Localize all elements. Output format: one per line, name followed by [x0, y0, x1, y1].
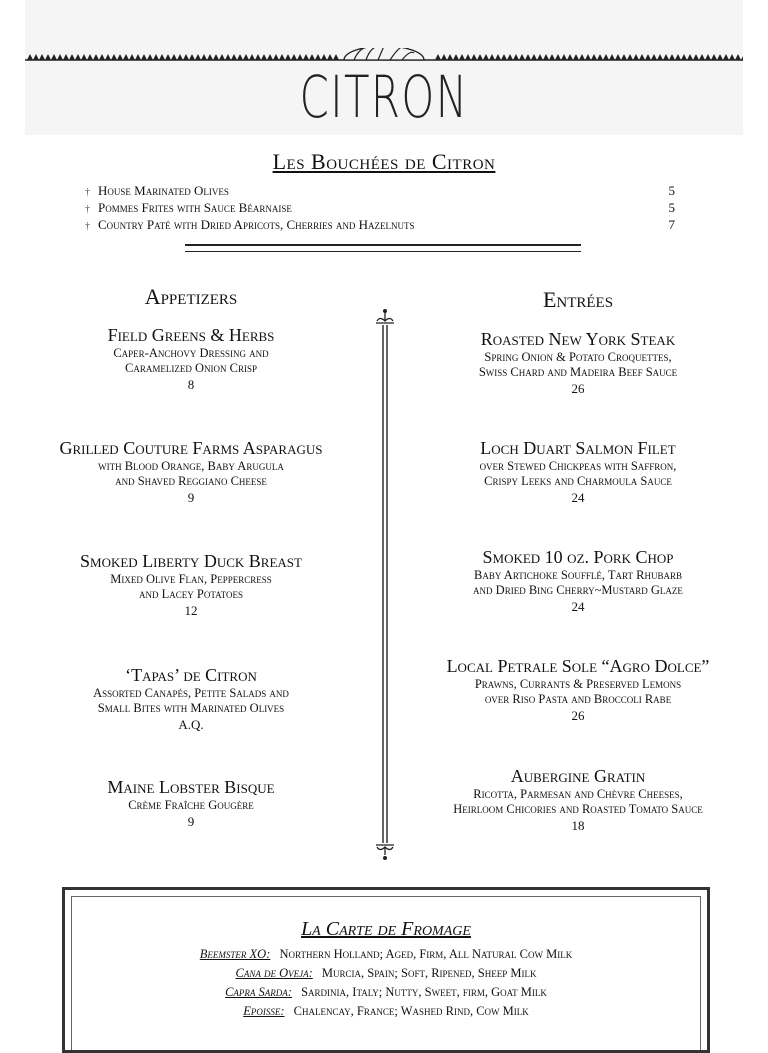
dish-price: 9	[187, 490, 195, 505]
fleur-ornament-icon	[376, 309, 394, 323]
border-tooth	[93, 54, 99, 60]
border-tooth	[333, 54, 339, 60]
dish-description: Small Bites with Marinated Olives	[97, 701, 285, 715]
menu-item	[415, 328, 741, 398]
border-tooth	[711, 54, 717, 60]
border-tooth	[39, 54, 45, 60]
border-tooth	[645, 54, 651, 60]
menu-item	[30, 550, 352, 620]
border-tooth	[513, 54, 519, 60]
section-rule	[185, 244, 581, 252]
border-tooth	[159, 54, 165, 60]
border-tooth	[741, 54, 743, 60]
border-tooth	[693, 54, 699, 60]
border-tooth	[213, 54, 219, 60]
border-tooth	[219, 54, 225, 60]
border-tooth	[561, 54, 567, 60]
cheese-description: Northern Holland; Aged, Firm, All Natural Cow Milk	[279, 947, 573, 961]
border-tooth	[579, 54, 585, 60]
list-item	[85, 183, 675, 200]
list-item	[65, 983, 707, 1002]
dish-description: Heirloom Chicories and Roasted Tomato Sauce	[453, 802, 703, 816]
border-tooth	[687, 54, 693, 60]
dish-description: Prawns, Currants & Preserved Lemons	[474, 677, 682, 691]
cheese-menu-title: La Carte de Fromage	[301, 918, 471, 940]
bouchee-name: † House Marinated Olives	[85, 183, 229, 200]
bouchee-price: 7	[668, 217, 675, 232]
menu-item	[30, 324, 352, 394]
border-tooth	[153, 54, 159, 60]
border-tooth	[255, 54, 261, 60]
border-tooth	[141, 54, 147, 60]
border-tooth	[291, 54, 297, 60]
fleur-ornament-icon	[376, 845, 394, 860]
border-tooth	[681, 54, 687, 60]
dish-price: 8	[187, 377, 195, 392]
bouchee-name: † Country Paté with Dried Apricots, Cherries and Hazelnuts	[85, 217, 415, 234]
border-tooth	[543, 54, 549, 60]
border-tooth	[105, 54, 111, 60]
cheese-description: Sardinia, Italy; Nutty, Sweet, firm, Goat Milk	[301, 985, 547, 999]
border-tooth	[273, 54, 279, 60]
cheese-name: Capra Sarda:	[225, 985, 292, 999]
border-tooth	[477, 54, 483, 60]
bouchee-price: 5	[668, 183, 675, 198]
dish-name: Grilled Couture Farms Asparagus	[59, 438, 323, 458]
border-tooth	[171, 54, 177, 60]
border-tooth	[261, 54, 267, 60]
list-item	[65, 1002, 707, 1021]
border-tooth	[177, 54, 183, 60]
appetizers-column	[30, 284, 352, 844]
border-tooth	[195, 54, 201, 60]
dish-description: Caramelized Onion Crisp	[125, 361, 257, 375]
menu-item	[415, 437, 741, 507]
cheese-description: Murcia, Spain; Soft, Ripened, Sheep Milk	[321, 966, 537, 980]
border-tooth	[441, 54, 447, 60]
dish-description: and Shaved Reggiano Cheese	[115, 474, 267, 488]
bouchees-title: Les Bouchées de Citron	[272, 149, 496, 174]
border-tooth	[573, 54, 579, 60]
dish-price: 26	[571, 381, 585, 396]
fan-ornament-icon	[344, 48, 424, 60]
border-tooth	[723, 54, 729, 60]
dish-price: 9	[187, 814, 195, 829]
menu-item	[415, 655, 741, 725]
border-tooth	[111, 54, 117, 60]
dish-name: ‘Tapas’ de Citron	[125, 665, 257, 685]
dish-description: Crème Fraîche Gougère	[128, 798, 254, 812]
border-tooth	[615, 54, 621, 60]
border-tooth	[483, 54, 489, 60]
dish-price: 24	[571, 599, 585, 614]
border-tooth	[729, 54, 735, 60]
art-deco-border	[25, 48, 743, 62]
border-tooth	[597, 54, 603, 60]
dish-name: Local Petrale Sole “Agro Dolce”	[446, 656, 710, 676]
border-tooth	[627, 54, 633, 60]
border-tooth	[285, 54, 291, 60]
border-tooth	[495, 54, 501, 60]
dish-name: Smoked Liberty Duck Breast	[80, 551, 302, 571]
border-tooth	[249, 54, 255, 60]
border-tooth	[99, 54, 105, 60]
menu-header	[25, 0, 743, 135]
dish-description: Baby Artichoke Soufflé, Tart Rhubarb	[474, 568, 682, 582]
list-item	[65, 945, 707, 964]
border-tooth	[609, 54, 615, 60]
dish-description: Ricotta, Parmesan and Chèvre Cheeses,	[473, 787, 683, 801]
menu-item	[30, 776, 352, 831]
border-tooth	[519, 54, 525, 60]
cheese-name: Epoisse:	[243, 1004, 285, 1018]
border-tooth	[279, 54, 285, 60]
column-divider	[372, 307, 398, 862]
border-tooth	[201, 54, 207, 60]
dish-description: Spring Onion & Potato Croquettes,	[484, 350, 672, 364]
border-tooth	[225, 54, 231, 60]
border-tooth	[165, 54, 171, 60]
border-tooth	[135, 54, 141, 60]
border-tooth	[123, 54, 129, 60]
border-tooth	[231, 54, 237, 60]
border-tooth	[591, 54, 597, 60]
border-tooth	[237, 54, 243, 60]
dish-name: Aubergine Gratin	[510, 766, 646, 786]
entrees-heading: Entrées	[542, 287, 614, 312]
menu-item	[415, 765, 741, 835]
dish-name: Roasted New York Steak	[480, 329, 676, 349]
border-tooth	[147, 54, 153, 60]
dish-description: over Stewed Chickpeas with Saffron,	[479, 459, 677, 473]
border-tooth	[507, 54, 513, 60]
border-tooth	[189, 54, 195, 60]
dish-description: Swiss Chard and Madeira Beef Sauce	[478, 365, 678, 379]
border-tooth	[639, 54, 645, 60]
border-tooth	[207, 54, 213, 60]
border-tooth	[27, 54, 33, 60]
dish-description: and Dried Bing Cherry~Mustard Glaze	[473, 583, 683, 597]
bouchee-name: † Pommes Frites with Sauce Béarnaise	[85, 200, 292, 217]
border-tooth	[549, 54, 555, 60]
dish-name: Maine Lobster Bisque	[107, 777, 275, 797]
border-tooth	[603, 54, 609, 60]
border-tooth	[675, 54, 681, 60]
menu-item	[415, 546, 741, 616]
border-tooth	[243, 54, 249, 60]
border-tooth	[309, 54, 315, 60]
dish-description: Assorted Canapés, Petite Salads and	[93, 686, 289, 700]
border-tooth	[69, 54, 75, 60]
border-tooth	[585, 54, 591, 60]
cheese-name: Cana de Oveja:	[235, 966, 313, 980]
cheese-name: Beemster XO:	[199, 947, 271, 961]
restaurant-logo: CITRON	[299, 63, 469, 131]
dish-description: Caper-Anchovy Dressing and	[113, 346, 269, 360]
border-tooth	[33, 54, 39, 60]
border-tooth	[537, 54, 543, 60]
border-tooth	[81, 54, 87, 60]
border-tooth	[45, 54, 51, 60]
list-item	[65, 964, 707, 983]
dish-price: 18	[571, 818, 585, 833]
border-tooth	[669, 54, 675, 60]
dish-price: 26	[571, 708, 585, 723]
border-tooth	[315, 54, 321, 60]
menu-item	[30, 664, 352, 734]
border-tooth	[705, 54, 711, 60]
border-tooth	[447, 54, 453, 60]
bouchees-list	[85, 183, 675, 234]
dish-description: Mixed Olive Flan, Peppercress	[110, 572, 272, 586]
border-tooth	[327, 54, 333, 60]
border-tooth	[699, 54, 705, 60]
dish-price: 12	[184, 603, 198, 618]
border-tooth	[75, 54, 81, 60]
border-tooth	[459, 54, 465, 60]
border-tooth	[633, 54, 639, 60]
border-tooth	[651, 54, 657, 60]
border-tooth	[63, 54, 69, 60]
border-tooth	[57, 54, 63, 60]
border-tooth	[501, 54, 507, 60]
list-item	[85, 200, 675, 217]
menu-item	[30, 437, 352, 507]
border-tooth	[717, 54, 723, 60]
border-tooth	[87, 54, 93, 60]
border-tooth	[435, 54, 441, 60]
border-tooth	[657, 54, 663, 60]
border-tooth	[735, 54, 741, 60]
dish-description: over Riso Pasta and Broccoli Rabe	[484, 692, 672, 706]
cheese-list	[65, 945, 707, 1021]
border-tooth	[129, 54, 135, 60]
cheese-description: Chalencay, France; Washed Rind, Cow Milk	[293, 1004, 529, 1018]
dish-description: with Blood Orange, Baby Arugula	[98, 459, 284, 473]
entrees-column	[415, 287, 741, 847]
border-tooth	[453, 54, 459, 60]
border-tooth	[525, 54, 531, 60]
border-tooth	[51, 54, 57, 60]
border-tooth	[267, 54, 273, 60]
dish-name: Smoked 10 oz. Pork Chop	[482, 547, 674, 567]
dish-name: Loch Duart Salmon Filet	[480, 438, 676, 458]
bouchee-price: 5	[668, 200, 675, 215]
border-tooth	[465, 54, 471, 60]
dish-name: Field Greens & Herbs	[107, 325, 275, 345]
border-tooth	[555, 54, 561, 60]
border-tooth	[621, 54, 627, 60]
border-tooth	[297, 54, 303, 60]
border-tooth	[471, 54, 477, 60]
border-tooth	[531, 54, 537, 60]
border-tooth	[663, 54, 669, 60]
border-tooth	[303, 54, 309, 60]
border-tooth	[567, 54, 573, 60]
border-tooth	[117, 54, 123, 60]
dish-description: and Lacey Potatoes	[139, 587, 243, 601]
dish-price: 24	[571, 490, 585, 505]
border-tooth	[321, 54, 327, 60]
list-item	[85, 217, 675, 234]
cheese-menu-box	[62, 887, 710, 1053]
border-tooth	[489, 54, 495, 60]
dish-price: A.Q.	[178, 717, 204, 732]
dish-description: Crispy Leeks and Charmoula Sauce	[484, 474, 672, 488]
border-tooth	[183, 54, 189, 60]
appetizers-heading: Appetizers	[144, 284, 238, 309]
